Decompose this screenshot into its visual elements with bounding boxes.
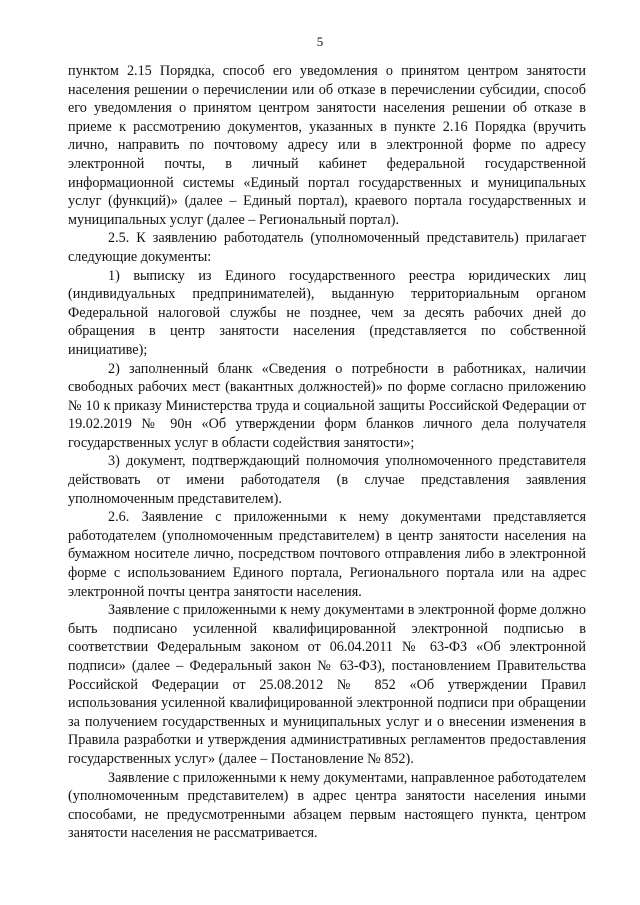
- page-number: 5: [316, 34, 324, 49]
- list-item-3: 3) документ, подтверждающий полномочия уполномоченного представителя действовать от имени работодателя (в случае представления заявления уполномоченным представителем).: [68, 453, 586, 507]
- document-body: [68, 62, 586, 843]
- paragraph-continuation: пунктом 2.15 Порядка, способ его уведомления о принятом центром занятости населения решении о перечислении или об отказе в перечислении субсидии, способ его уведомления о принятом центром занятости населения решении об отказе в приеме к рассмотрению документов, указанных в пункте 2.16 Порядка (вручить лично, направить по почтовому адресу или в электронной форме по адресу электронной почты, в личный кабинет федеральной государственной информационной системы «Единый портал государственных и муниципальных услуг (функций)» (далее – Единый портал), краевого портала государственных и муниципальных услуг (далее – Региональный портал).: [68, 63, 586, 228]
- paragraph-not-considered: Заявление с приложенными к нему документами, направленное работодателем (уполномоченным представителем) в адрес центра занятости населения иными способами, не предусмотренными абзацем первым настоящего пункта, центром занятости населения не рассматривается.: [68, 769, 586, 842]
- paragraph-electronic-signature: Заявление с приложенными к нему документами в электронной форме должно быть подписано усиленной квалифицированной электронной подписью в соответствии Федеральным законом от 06.04.2011 № 63-ФЗ «Об электронной подписи» (далее – Федеральный закон № 63-ФЗ), постановлением Правительства Российской Федерации от 25.08.2012 № 852 «Об утверждении Правил использования усиленной квалифицированной электронной подписи при обращении за получением государственных и муниципальных услуг и о внесении изменения в Правила разработки и утверждения административных регламентов предоставления государственных услуг» (далее – Постановление № 852).: [68, 602, 586, 767]
- list-item-2: 2) заполненный бланк «Сведения о потребности в работниках, наличии свободных рабочих мест (вакантных должностей)» по форме согласно приложению № 10 к приказу Министерства труда и социальной защиты Российской Федерации от 19.02.2019 № 90н «Об утверждении форм бланков личного дела получателя государственных услуг в области содействия занятости»;: [68, 360, 586, 451]
- list-item-1: 1) выписку из Единого государственного реестра юридических лиц (индивидуальных предпринимателей), выданную территориальным органом Федеральной налоговой службы не позднее, чем за десять рабочих дней до обращения в центр занятости населения (представляется по собственной инициативе);: [68, 267, 586, 358]
- paragraph-2-6: 2.6. Заявление с приложенными к нему документами представляется работодателем (уполномоченным представителем) в центр занятости населения на бумажном носителе лично, посредством почтового отправления либо в электронной форме с использованием Единого портала, Регионального портала или на адрес электронной почты центра занятости населения.: [68, 509, 586, 600]
- paragraph-2-5: 2.5. К заявлению работодатель (уполномоченный представитель) прилагает следующие документы:: [68, 230, 586, 265]
